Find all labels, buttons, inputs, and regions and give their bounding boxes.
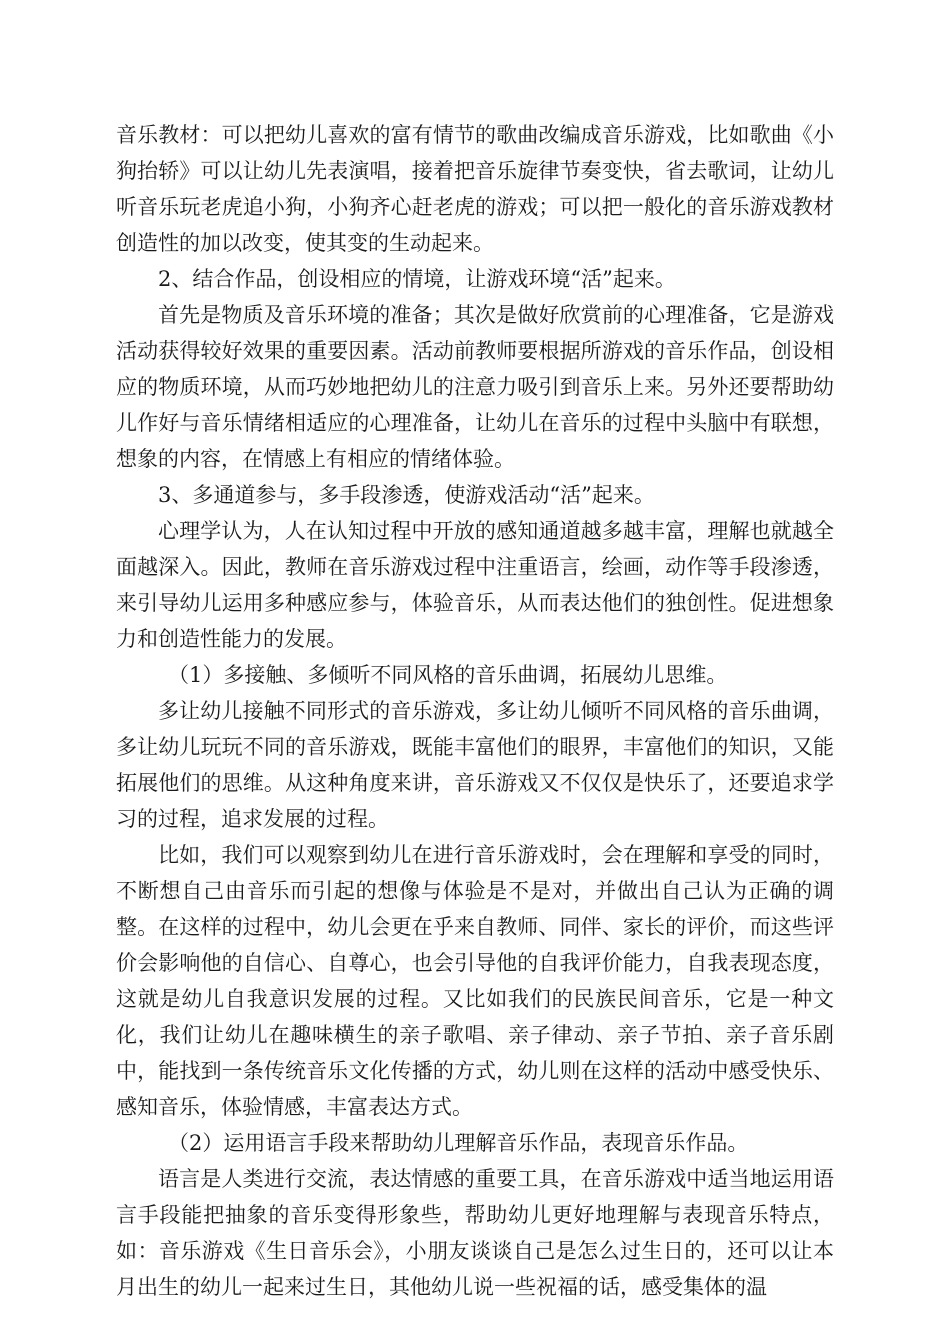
paragraph-language-tool: 语言是人类进行交流，表达情感的重要工具，在音乐游戏中适当地运用语言手段能把抽象的音乐变得形象些，帮助幼儿更好地理解与表现音乐特点，如：音乐游戏《生日音乐会》，小朋友谈谈自己是怎么过生日的，还可以让本月出生的幼儿一起来过生日，其他幼儿说一些祝福的话，感受集体的温 — [116, 1167, 834, 1299]
paragraph-contact-different-games: 多让幼儿接触不同形式的音乐游戏，多让幼儿倾听不同风格的音乐曲调，多让幼儿玩玩不同的音乐游戏，既能丰富他们的眼界，丰富他们的知识，又能拓展他们的思维。从这种角度来讲，音乐游戏又不仅仅是快乐了，还要追求学习的过程，追求发展的过程。 — [116, 699, 834, 831]
paragraph-music-materials: 音乐教材：可以把幼儿喜欢的富有情节的歌曲改编成音乐游戏，比如歌曲《小狗抬轿》可以让幼儿先表演唱，接着把音乐旋律节奏变快，省去歌词，让幼儿听音乐玩老虎追小狗，小狗齐心赶老虎的游戏；可以把一般化的音乐游戏教材创造性的加以改变，使其变的生动起来。 — [116, 123, 834, 255]
document-body — [116, 117, 834, 1305]
paragraph-psychology: 心理学认为，人在认知过程中开放的感知通道越多越丰富，理解也就越全面越深入。因此，教师在音乐游戏过程中注重语言，绘画，动作等手段渗透，来引导幼儿运用多种感应参与，体验音乐，从而表达他们的独创性。促进想象力和创造性能力的发展。 — [116, 519, 834, 651]
heading-2-language-means: （2）运用语言手段来帮助幼儿理解音乐作品，表现音乐作品。 — [168, 1131, 749, 1155]
paragraph-example-observation: 比如，我们可以观察到幼儿在进行音乐游戏时，会在理解和享受的同时，不断想自己由音乐而引起的想像与体验是不是对，并做出自己认为正确的调整。在这样的过程中，幼儿会更在乎来自教师、同伴、家长的评价，而这些评价会影响他的自信心、自尊心，也会引导他的自我评价能力，自我表现态度，这就是幼儿自我意识发展的过程。又比如我们的民族民间音乐，它是一种文化，我们让幼儿在趣味横生的亲子歌唱、亲子律动、亲子节拍、亲子音乐剧中，能找到一条传统音乐文化传播的方式，幼儿则在这样的活动中感受快乐、感知音乐，体验情感，丰富表达方式。 — [116, 843, 834, 1119]
heading-3-multi-channel: 3、多通道参与，多手段渗透，使游戏活动“活”起来。 — [158, 483, 655, 507]
paragraph-environment-preparation: 首先是物质及音乐环境的准备；其次是做好欣赏前的心理准备，它是游戏活动获得较好效果的重要因素。活动前教师要根据所游戏的音乐作品，创设相应的物质环境，从而巧妙地把幼儿的注意力吸引到音乐上来。另外还要帮助幼儿作好与音乐情绪相适应的心理准备，让幼儿在音乐的过程中头脑中有联想，想象的内容，在情感上有相应的情绪体验。 — [116, 303, 834, 471]
heading-2-create-situation: 2、结合作品，创设相应的情境，让游戏环境“活”起来。 — [158, 267, 676, 291]
heading-1-listen-different-styles: （1）多接触、多倾听不同风格的音乐曲调，拓展幼儿思维。 — [168, 663, 728, 687]
